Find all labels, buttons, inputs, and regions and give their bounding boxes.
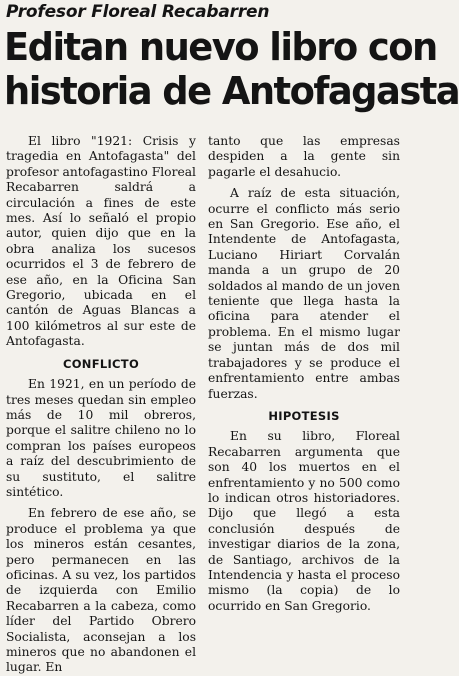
paragraph-libro: En su libro, Floreal Recabarren argumenta que son 40 los muertos en el enfrentamiento y no 500 como lo indican otros historiadores. Dijo que llegó a esta conclusión después de investigar diarios de la zona, de Santiago, archivos de la Intendencia y hasta el proceso mismo (la copia) de lo ocurrido en San Gregorio. xyxy=(208,429,400,613)
section-heading-hipotesis: HIPOTESIS xyxy=(268,408,340,423)
left-column xyxy=(6,134,196,675)
paragraph-intro: El libro "1921: Crisis y tragedia en Antofagasta" del profesor antofagastino Floreal Recabarren saldrá a circulación a fines de este mes. Así lo señaló el propio autor, quien dijo que en la obra analiza los sucesos ocurridos el 3 de febrero de ese año, en la Oficina San Gregorio, ubicada en el cantón de Aguas Blancas a 100 kilómetros al sur este de Antofagasta. xyxy=(6,134,196,349)
headline-line-1: Editan nuevo libro con xyxy=(4,25,437,69)
paragraph-situacion: A raíz de esta situación, ocurre el conflicto más serio en San Gregorio. Ese año, el Intendente de Antofagasta, Luciano Hiriart Corvalán manda a un grupo de 20 soldados al mando de un joven teniente que llega hasta la oficina para atender el problema. En el mismo lugar se juntan más de dos mil trabajadores y se produce el enfrentamiento entre ambas fuerzas. xyxy=(208,186,400,401)
paragraph-continuation: tanto que las empresas despiden a la gente sin pagarle el desahucio. xyxy=(208,134,400,179)
headline-line-2: historia de Antofagasta xyxy=(4,69,459,113)
section-heading-conflicto: CONFLICTO xyxy=(62,356,140,371)
article-headline xyxy=(4,25,459,113)
article-kicker: Profesor Floreal Recabarren xyxy=(6,2,270,22)
right-column xyxy=(208,134,400,613)
paragraph-1921: En 1921, en un período de tres meses quedan sin empleo más de 10 mil obreros, porque el salitre chileno no lo compran los países europeos a raíz del descubrimiento de su sustituto, el salitre sintético. xyxy=(6,377,196,499)
paragraph-febrero: En febrero de ese año, se produce el problema ya que los mineros están cesantes, pero permanecen en las oficinas. A su vez, los partidos de izquierda con Emilio Recabarren a la cabeza, como líder del Partido Obrero Socialista, aconsejan a los mineros que no abandonen el lugar. En xyxy=(6,506,196,675)
